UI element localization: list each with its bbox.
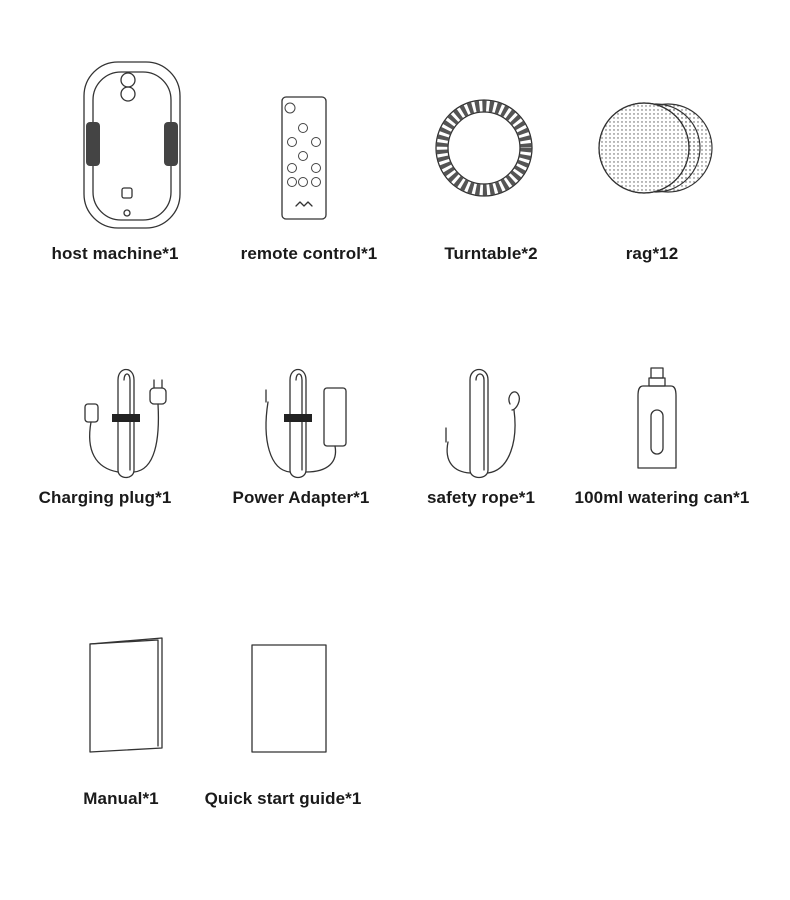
item-label: rag*12 bbox=[625, 244, 679, 263]
item-label: host machine*1 bbox=[51, 244, 179, 263]
item-label: safety rope*1 bbox=[426, 488, 536, 507]
item-label: Turntable*2 bbox=[444, 244, 538, 263]
item-label: Quick start guide*1 bbox=[204, 789, 362, 808]
item-label: Charging plug*1 bbox=[38, 488, 172, 507]
item-label: remote control*1 bbox=[240, 244, 378, 263]
item-label: Power Adapter*1 bbox=[232, 488, 370, 507]
item-label: 100ml watering can*1 bbox=[574, 488, 750, 507]
item-label: Manual*1 bbox=[83, 789, 159, 808]
